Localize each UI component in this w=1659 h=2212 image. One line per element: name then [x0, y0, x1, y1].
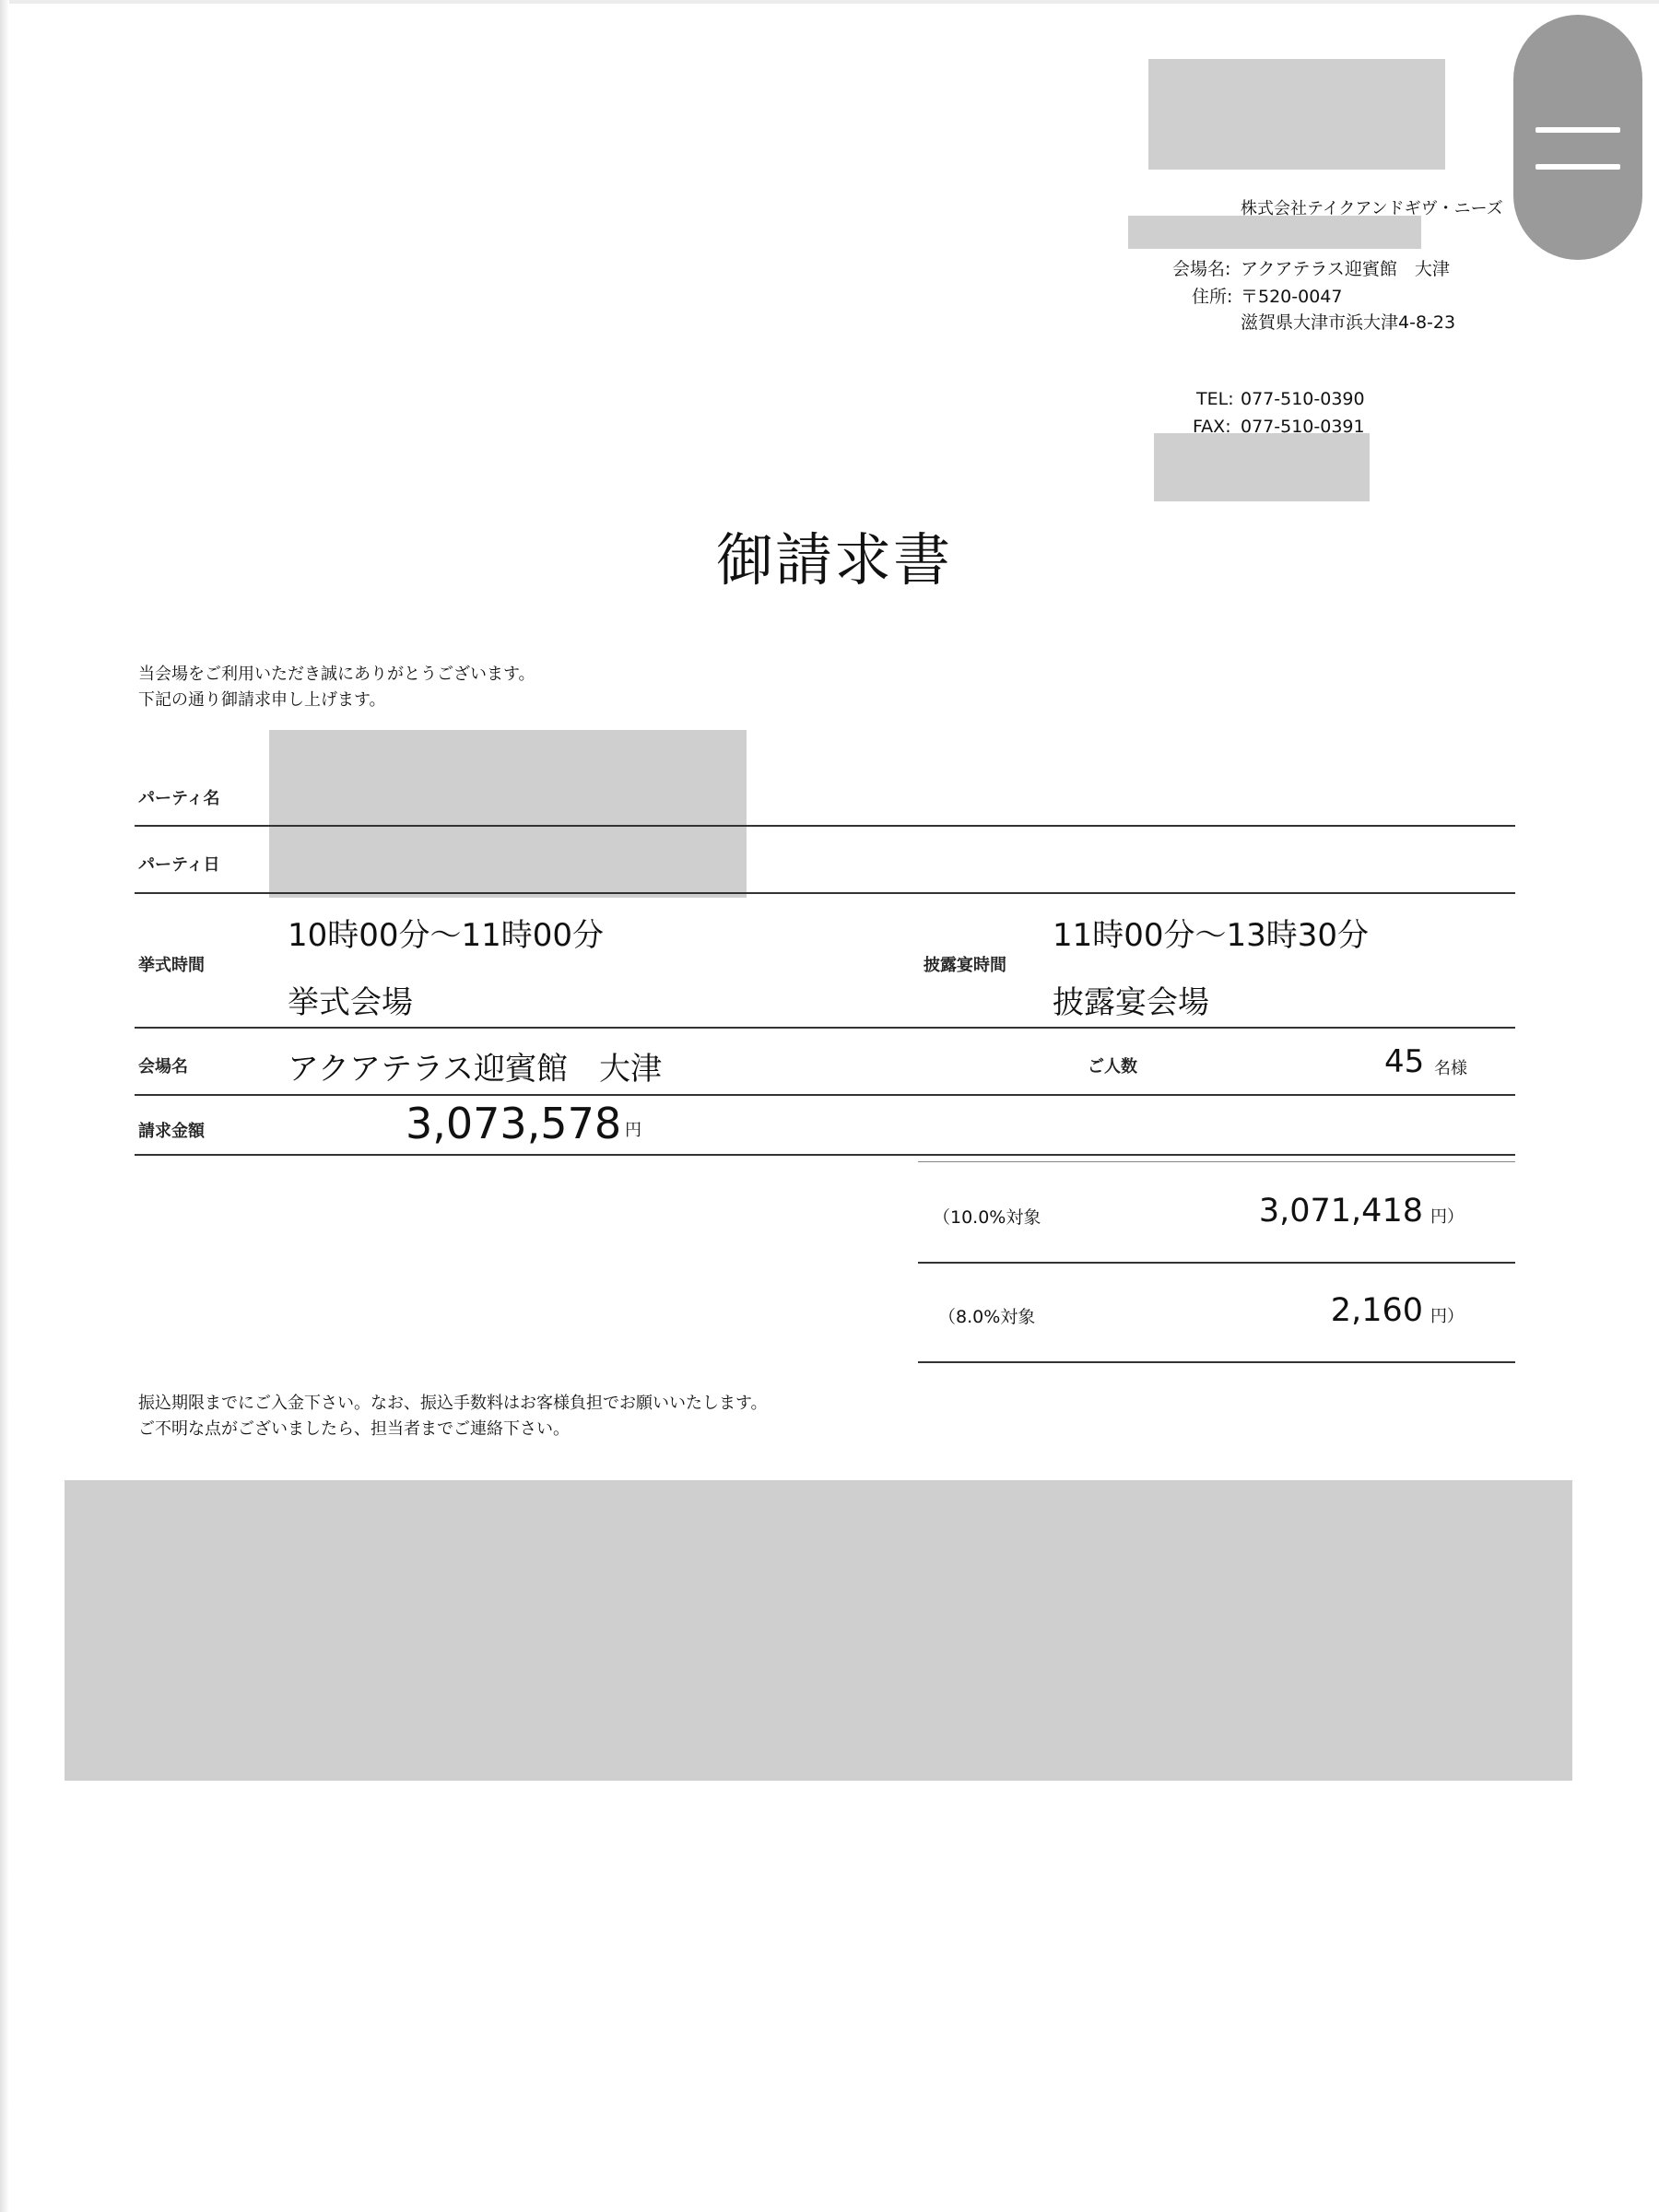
tax-divider-1: [918, 1262, 1515, 1264]
redacted-contact: [1154, 433, 1370, 501]
fax-label: FAX:: [1193, 417, 1231, 437]
fax-value: 077-510-0391: [1241, 417, 1365, 437]
row-divider-5b: [918, 1161, 1515, 1162]
redacted-footer-block: [65, 1480, 1572, 1781]
tax-8-unit: 円）: [1430, 1307, 1464, 1326]
page-left-edge: [0, 0, 9, 2212]
venue-name: アクアテラス迎賓館 大津: [288, 1051, 662, 1088]
invoice-amount-unit: 円: [625, 1121, 641, 1140]
menu-icon-bar-bottom: [1535, 164, 1620, 170]
ceremony-venue: 挙式会場: [288, 984, 413, 1021]
menu-button[interactable]: [1513, 15, 1642, 260]
amount-label: 請求金額: [138, 1122, 205, 1141]
party-date-label: パーティ日: [138, 855, 220, 875]
venue-name-label: 会場名: [138, 1057, 188, 1077]
venue-label: 会場名:: [1172, 259, 1231, 279]
party-name-label: パーティ名: [138, 789, 220, 808]
address-label: 住所:: [1192, 287, 1233, 307]
tax-10-label: （10.0%対象: [933, 1207, 1041, 1228]
intro-line-1: 当会場をご利用いただき誠にありがとうございます。: [138, 665, 535, 684]
payment-note-line-1: 振込期限までにご入金下さい。なお、振込手数料はお客様負担でお願いいたします。: [138, 1394, 768, 1413]
row-divider-3: [135, 1027, 1515, 1029]
row-divider-4: [135, 1094, 1515, 1096]
reception-time-label: 披露宴時間: [924, 956, 1006, 975]
document-title-text: 御請求書: [715, 526, 952, 594]
postal-code: 〒520-0047: [1241, 287, 1343, 307]
ceremony-time: 10時00分～11時00分: [288, 917, 605, 954]
redacted-header-line: [1128, 216, 1421, 249]
tax-divider-2: [918, 1361, 1515, 1363]
reception-venue: 披露宴会場: [1053, 984, 1209, 1021]
row-divider-5: [135, 1154, 1515, 1156]
invoice-amount: 3,073,578: [406, 1099, 622, 1148]
ceremony-time-label: 挙式時間: [138, 956, 205, 975]
venue-value: アクアテラス迎賓館 大津: [1241, 259, 1450, 279]
reception-time: 11時00分～13時30分: [1053, 917, 1370, 954]
redacted-logo: [1148, 59, 1445, 170]
guests-count: 45: [1384, 1043, 1425, 1080]
tax-10-value: 3,071,418: [1258, 1193, 1423, 1230]
tel-value: 077-510-0390: [1241, 389, 1365, 409]
payment-note-line-2: ご不明な点がございましたら、担当者までご連絡下さい。: [138, 1419, 570, 1439]
menu-icon-bar-top: [1535, 127, 1620, 133]
row-divider-1: [135, 825, 1515, 827]
page-top-edge: [0, 0, 1659, 4]
redacted-party-info: [269, 730, 747, 898]
guests-label: ご人数: [1088, 1057, 1137, 1077]
document-title: [0, 514, 1659, 596]
intro-line-2: 下記の通り御請求申し上げます。: [138, 690, 386, 710]
tel-label: TEL:: [1196, 389, 1234, 409]
guests-unit: 名様: [1434, 1059, 1467, 1078]
address-value: 滋賀県大津市浜大津4-8-23: [1241, 312, 1456, 333]
row-divider-2: [135, 892, 1515, 894]
tax-8-value: 2,160: [1330, 1292, 1423, 1329]
company-name: 株式会社テイクアンドギヴ・ニーズ: [1241, 199, 1503, 218]
tax-8-label: （8.0%対象: [938, 1307, 1036, 1327]
tax-10-unit: 円）: [1430, 1207, 1464, 1227]
